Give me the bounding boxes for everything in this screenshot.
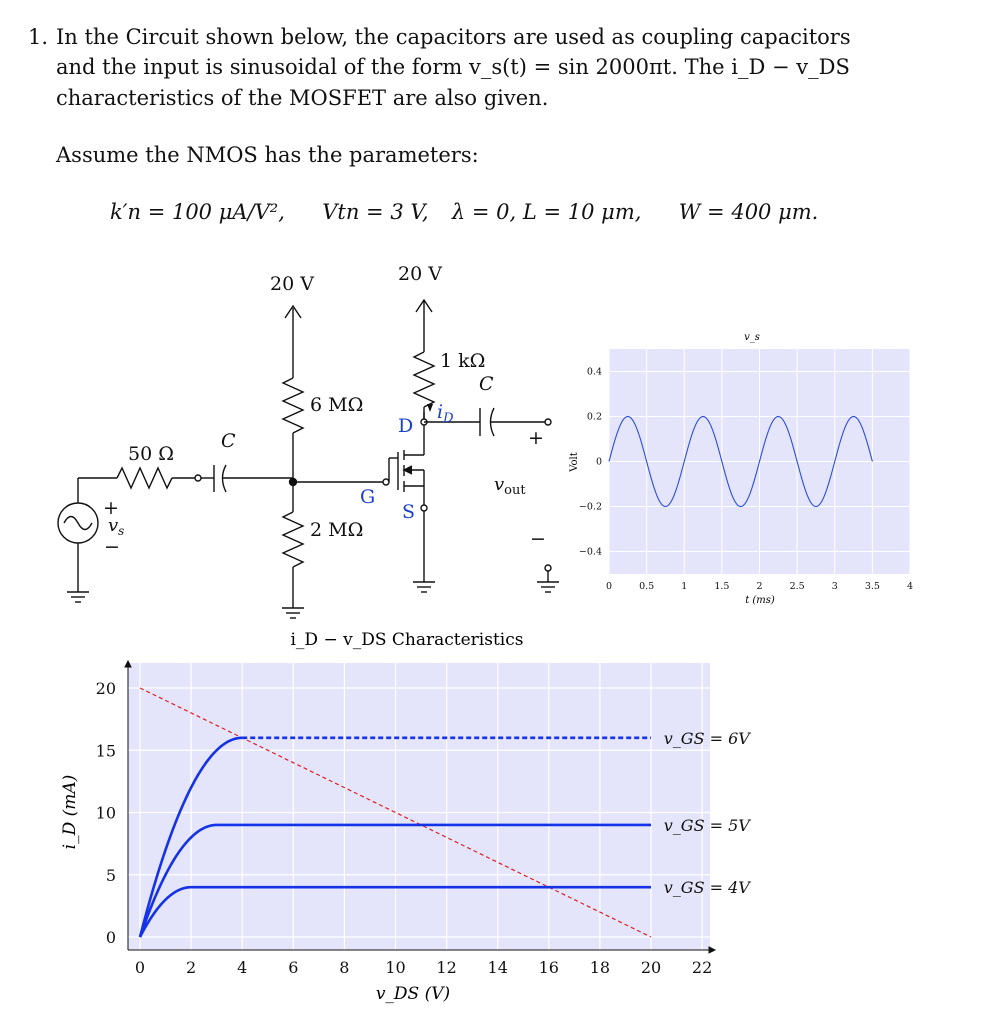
vs-y-tick-label: 0	[595, 456, 602, 468]
vs-x-tick-label: 2	[756, 581, 763, 592]
iv-x-tick-label: 8	[339, 958, 350, 977]
source-vs-label: $v_s$	[108, 515, 125, 538]
r-bottom-label: 2 MΩ	[310, 519, 364, 541]
ground-icon	[413, 582, 435, 592]
vs-x-tick-label: 0	[605, 581, 613, 592]
param-w: W = 400 μm.	[678, 200, 819, 224]
nmos-transistor-icon	[389, 450, 424, 492]
drain-node-label: D	[398, 415, 414, 437]
problem-number: 1.	[28, 25, 49, 49]
id-vds-y-label: i_D (mA)	[60, 774, 80, 850]
iv-y-tick-label: 5	[105, 865, 116, 885]
id-vds-plot-area	[128, 663, 710, 950]
drain-current-label: $i_D$	[437, 401, 454, 426]
vs-x-ticks	[606, 581, 913, 592]
r-source-label: 50 Ω	[128, 443, 174, 465]
iv-x-tick-label: 4	[237, 958, 248, 977]
resistor-50-icon	[117, 468, 172, 488]
ground-icon	[67, 592, 89, 602]
iv-curve-label: v_GS = 6V	[663, 728, 750, 748]
id-vds-plot	[60, 630, 751, 1004]
vs-x-tick-label: 2.5	[789, 581, 805, 592]
vs-x-tick-label: 4	[906, 581, 914, 592]
problem-sentence-1: In the Circuit shown below, the capacitors are used as coupling capacitors and the input is sinusoidal of the form v_s(t) = sin 2000πt.	[56, 25, 851, 80]
iv-y-tick-label: 10	[95, 803, 116, 823]
assume-text: Assume the NMOS has the parameters:	[56, 143, 479, 167]
vs-y-tick-label: 0.4	[586, 366, 602, 378]
iv-x-tick-label: 6	[288, 958, 299, 977]
iv-x-ticks	[135, 958, 712, 977]
sine-wave-icon	[64, 517, 92, 530]
vs-y-tick-label: −0.4	[578, 546, 602, 558]
iv-x-tick-label: 14	[487, 958, 508, 977]
problem-sentence-2: The i_D − v_DS characteristics of the MOSFET are also given.	[56, 55, 850, 110]
iv-x-tick-label: 16	[538, 958, 559, 977]
iv-x-tick-label: 10	[385, 958, 406, 977]
vs-x-tick-label: 1.5	[714, 581, 730, 592]
resistor-2m-icon	[283, 512, 303, 567]
param-vtn: Vtn = 3 V,	[322, 200, 429, 224]
vs-y-tick-label: −0.2	[578, 501, 602, 513]
vs-x-label: t (ms)	[745, 595, 775, 606]
iv-y-tick-label: 0	[105, 928, 116, 947]
iv-y-tick-label: 15	[95, 741, 116, 761]
iv-x-tick-label: 20	[640, 958, 662, 977]
cap-in-label: C	[221, 430, 236, 452]
current-arrow-icon	[427, 404, 433, 412]
id-vds-x-label: v_DS (V)	[375, 984, 451, 1004]
vout-minus-label: −	[530, 528, 546, 550]
iv-y-tick-label: 20	[95, 679, 116, 698]
vs-plot	[569, 332, 913, 606]
source-plus-label: +	[103, 497, 119, 519]
iv-x-tick-label: 18	[589, 958, 611, 977]
gate-node-label: G	[360, 486, 376, 508]
supply-left-label: 20 V	[270, 273, 314, 295]
iv-curve-label: v_GS = 4V	[663, 878, 750, 898]
resistor-1k-icon	[414, 352, 434, 407]
vs-x-tick-label: 3	[831, 581, 838, 592]
source-node-label: S	[402, 501, 416, 523]
vs-plot-title: v_s	[744, 332, 760, 343]
vs-x-tick-label: 1	[681, 581, 688, 592]
vout-plus-label: +	[528, 427, 544, 449]
source-minus-label: −	[104, 536, 120, 558]
r-drain-label: 1 kΩ	[440, 350, 486, 372]
vs-y-ticks	[579, 367, 602, 558]
supply-right-label: 20 V	[398, 263, 442, 285]
iv-x-tick-label: 2	[186, 958, 197, 977]
r-top-label: 6 MΩ	[310, 394, 364, 416]
iv-x-tick-label: 22	[691, 958, 713, 977]
ground-icon	[282, 608, 304, 618]
cap-out-label: C	[479, 373, 494, 395]
param-kn: k′n = 100 μA/V²,	[110, 200, 285, 224]
id-vds-title: i_D − v_DS Characteristics	[290, 630, 524, 650]
ground-icon	[537, 582, 559, 592]
resistor-6m-icon	[283, 378, 303, 433]
iv-x-tick-label: 12	[436, 958, 457, 977]
vs-y-label: Volt	[569, 452, 580, 472]
iv-x-tick-label: 0	[134, 958, 146, 977]
vs-x-tick-label: 0.5	[639, 581, 655, 592]
iv-curve-label: v_GS = 5V	[663, 815, 750, 835]
param-lambda-l: λ = 0, L = 10 μm,	[451, 200, 642, 224]
vout-label: $v_{out}$	[494, 474, 526, 498]
iv-y-ticks	[96, 679, 116, 947]
vs-x-tick-label: 3.5	[864, 581, 880, 592]
vs-y-tick-label: 0.2	[586, 411, 602, 423]
